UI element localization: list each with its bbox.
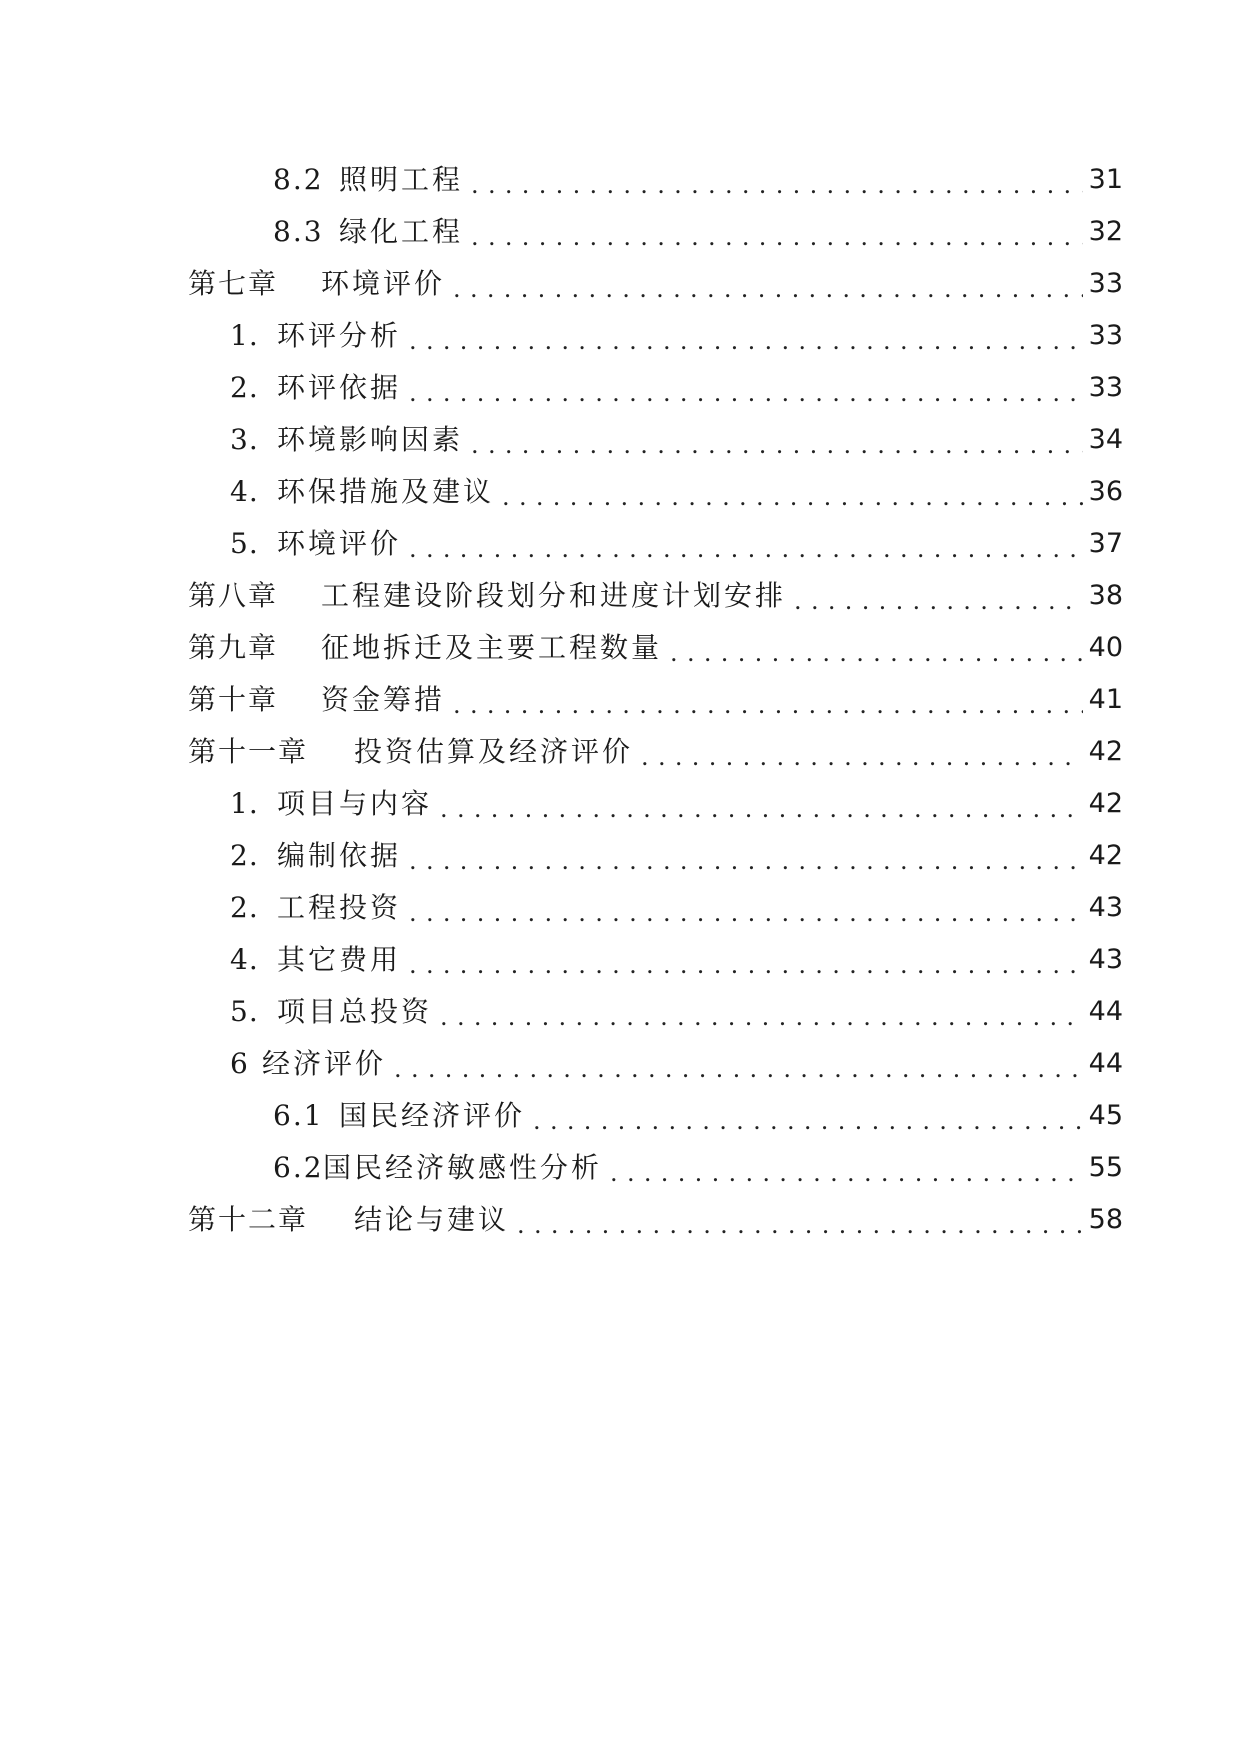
toc-entry-6-1[interactable] (273, 1090, 1123, 1142)
toc-page-number: 37 (1088, 528, 1123, 559)
toc-entry-number: 6 (230, 1047, 249, 1080)
dot-leader (502, 466, 1083, 518)
dot-leader (794, 570, 1083, 622)
toc-page-number: 31 (1088, 164, 1123, 195)
toc-chapter-label: 第十章 (188, 683, 279, 716)
dot-leader (409, 310, 1083, 362)
toc-entry-title: 资金筹措 (321, 683, 446, 716)
dot-leader (440, 778, 1083, 830)
toc-entry-11-1[interactable] (230, 778, 1123, 830)
toc-entry-title: 其它费用 (277, 943, 402, 976)
toc-entry-title: 环评依据 (277, 371, 402, 404)
toc-entry-title: 国民经济评价 (339, 1099, 526, 1132)
toc-chapter-label: 第七章 (188, 267, 279, 300)
toc-entry-number: 2. (230, 839, 259, 872)
toc-chapter-label: 第八章 (188, 579, 279, 612)
toc-entry-title: 项目总投资 (277, 995, 433, 1028)
toc-page-number: 36 (1088, 476, 1123, 507)
toc-entry-number: 1. (230, 319, 259, 352)
toc-page-number: 33 (1088, 320, 1123, 351)
toc-entry-number: 8.2 (273, 163, 324, 196)
toc-page-number: 43 (1088, 944, 1123, 975)
toc-page-number: 33 (1088, 372, 1123, 403)
toc-entry-8-2[interactable] (273, 154, 1123, 206)
toc-entry-title: 投资估算及经济评价 (354, 735, 634, 768)
toc-page-number: 44 (1088, 1048, 1123, 1079)
toc-chapter-label: 第十一章 (188, 735, 309, 768)
toc-chapter-10[interactable] (188, 674, 1123, 726)
toc-entry-number: 1. (230, 787, 259, 820)
toc-entry-title: 征地拆迁及主要工程数量 (321, 631, 663, 664)
toc-entry-number: 4. (230, 943, 259, 976)
dot-leader (517, 1194, 1083, 1246)
toc-entry-number: 2. (230, 371, 259, 404)
toc-page-number: 43 (1088, 892, 1123, 923)
toc-page-number: 45 (1088, 1100, 1123, 1131)
dot-leader (409, 934, 1083, 986)
toc-entry-title: 环境影响因素 (277, 423, 464, 456)
dot-leader (453, 674, 1083, 726)
toc-entry-7-1[interactable] (230, 310, 1123, 362)
dot-leader (440, 986, 1083, 1038)
toc-chapter-label: 第十二章 (188, 1203, 309, 1236)
toc-page-number: 42 (1088, 788, 1123, 819)
toc-entry-11-6[interactable] (230, 1038, 1123, 1090)
toc-entry-title: 环境评价 (277, 527, 402, 560)
toc-entry-7-5[interactable] (230, 518, 1123, 570)
toc-page-number: 38 (1088, 580, 1123, 611)
toc-page-number: 42 (1088, 736, 1123, 767)
toc-page-number: 58 (1088, 1204, 1123, 1235)
toc-entry-title: 环保措施及建议 (277, 475, 495, 508)
toc-page-number: 33 (1088, 268, 1123, 299)
toc-chapter-11[interactable] (188, 726, 1123, 778)
dot-leader (471, 414, 1083, 466)
toc-entry-7-4[interactable] (230, 466, 1123, 518)
toc-entry-number: 5. (230, 995, 259, 1028)
dot-leader (409, 518, 1083, 570)
toc-entry-number: 5. (230, 527, 259, 560)
toc-chapter-8[interactable] (188, 570, 1123, 622)
dot-leader (533, 1090, 1083, 1142)
toc-entry-6-2[interactable] (273, 1142, 1123, 1194)
toc-page-number: 40 (1088, 632, 1123, 663)
toc-entry-title: 结论与建议 (354, 1203, 510, 1236)
toc-entry-11-2[interactable] (230, 830, 1123, 882)
dot-leader (471, 206, 1083, 258)
toc-entry-11-4[interactable] (230, 934, 1123, 986)
dot-leader (409, 882, 1083, 934)
dot-leader (394, 1038, 1083, 1090)
toc-page-number: 41 (1088, 684, 1123, 715)
toc-entry-title: 环境评价 (321, 267, 446, 300)
toc-entry-11-3[interactable] (230, 882, 1123, 934)
toc-chapter-12[interactable] (188, 1194, 1123, 1246)
toc-chapter-9[interactable] (188, 622, 1123, 674)
toc-entry-title: 工程建设阶段划分和进度计划安排 (321, 579, 787, 612)
dot-leader (610, 1142, 1083, 1194)
toc-entry-number: 8.3 (273, 215, 324, 248)
toc-entry-number: 3. (230, 423, 259, 456)
toc-entry-title: 编制依据 (277, 839, 402, 872)
toc-page-number: 32 (1088, 216, 1123, 247)
toc-entry-title: 项目与内容 (277, 787, 433, 820)
toc-entry-number: 6.2 (273, 1151, 324, 1184)
toc-page-number: 44 (1088, 996, 1123, 1027)
toc-entry-7-2[interactable] (230, 362, 1123, 414)
toc-entry-7-3[interactable] (230, 414, 1123, 466)
table-of-contents (0, 154, 1241, 1246)
toc-page-number: 42 (1088, 840, 1123, 871)
toc-entry-11-5[interactable] (230, 986, 1123, 1038)
toc-chapter-label: 第九章 (188, 631, 279, 664)
dot-leader (670, 622, 1083, 674)
dot-leader (471, 154, 1083, 206)
toc-entry-title: 照明工程 (339, 163, 464, 196)
toc-entry-number: 2. (230, 891, 259, 924)
dot-leader (409, 362, 1083, 414)
toc-entry-number: 4. (230, 475, 259, 508)
toc-entry-title: 工程投资 (277, 891, 402, 924)
toc-entry-title: 绿化工程 (339, 215, 464, 248)
dot-leader (409, 830, 1083, 882)
dot-leader (453, 258, 1083, 310)
toc-entry-title: 国民经济敏感性分析 (323, 1151, 603, 1184)
toc-entry-title: 环评分析 (277, 319, 402, 352)
dot-leader (641, 726, 1083, 778)
toc-entry-number: 6.1 (273, 1099, 324, 1132)
toc-page-number: 55 (1088, 1152, 1123, 1183)
toc-chapter-7[interactable] (188, 258, 1123, 310)
toc-entry-8-3[interactable] (273, 206, 1123, 258)
toc-page-number: 34 (1088, 424, 1123, 455)
toc-entry-title: 经济评价 (262, 1047, 387, 1080)
